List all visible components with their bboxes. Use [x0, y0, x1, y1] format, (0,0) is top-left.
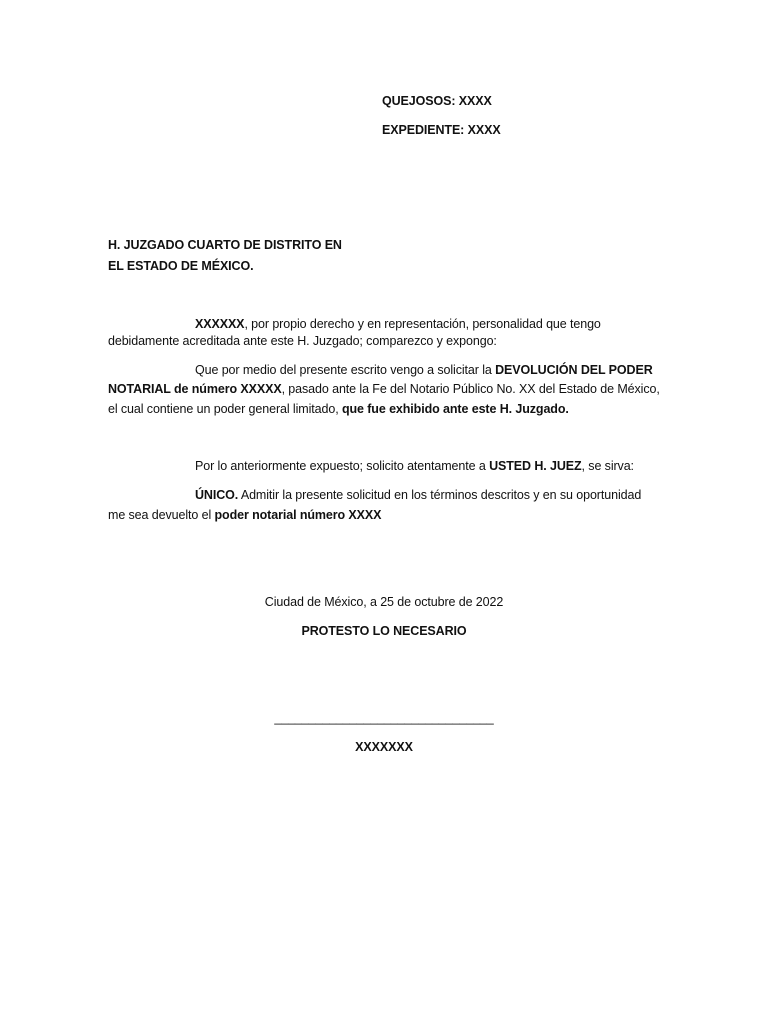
request-line-2 — [108, 381, 660, 397]
signature-line: ________________________________ — [274, 711, 494, 725]
petition-text-a: Por lo anteriormente expuesto; solicito atentamente a — [195, 459, 490, 473]
petition-judge: USTED H. JUEZ — [489, 459, 582, 473]
request-text-2: , pasado ante la Fe del Notario Público No. XX del Estado de México, — [281, 382, 660, 396]
request-text-1: Que por medio del presente escrito vengo a solicitar la — [195, 363, 496, 377]
request-bold-1: DEVOLUCIÓN DEL PODER — [495, 363, 653, 377]
petition-text-c: , se sirva: — [581, 459, 634, 473]
addressee-line-2: EL ESTADO DE MÉXICO. — [108, 259, 254, 273]
petition-line — [195, 458, 634, 474]
request-bold-2: NOTARIAL de número XXXXX — [108, 382, 282, 396]
intro-paragraph-line-2: debidamente acreditada ante este H. Juzgado; comparezco y expongo: — [108, 334, 497, 348]
unico-text-2: me sea devuelto el — [108, 508, 215, 522]
addressee-line-1: H. JUZGADO CUARTO DE DISTRITO EN — [108, 238, 342, 252]
expediente-label: EXPEDIENTE: XXXX — [382, 123, 501, 137]
unico-line-1 — [195, 487, 641, 503]
promovente-name: XXXXXX — [195, 317, 245, 331]
intro-paragraph-line-1 — [195, 316, 601, 332]
intro-text: , por propio derecho y en representación, personalidad que tengo — [244, 317, 601, 331]
quejosos-label: QUEJOSOS: XXXX — [382, 94, 492, 108]
unico-text-1: Admitir la presente solicitud en los términos descritos y en su oportunidad — [238, 488, 642, 502]
unico-label: ÚNICO. — [195, 488, 239, 502]
protesto-text: PROTESTO LO NECESARIO — [301, 624, 467, 638]
unico-line-2 — [108, 507, 381, 523]
request-line-3 — [108, 401, 569, 417]
signer-name: XXXXXXX — [355, 740, 413, 754]
unico-bold-2: poder notarial número XXXX — [214, 508, 382, 522]
request-line-1 — [195, 362, 653, 378]
request-bold-3: que fue exhibido ante este H. Juzgado. — [341, 402, 569, 416]
request-text-3: el cual contiene un poder general limitado, — [108, 402, 342, 416]
place-date: Ciudad de México, a 25 de octubre de 2022 — [264, 595, 504, 609]
